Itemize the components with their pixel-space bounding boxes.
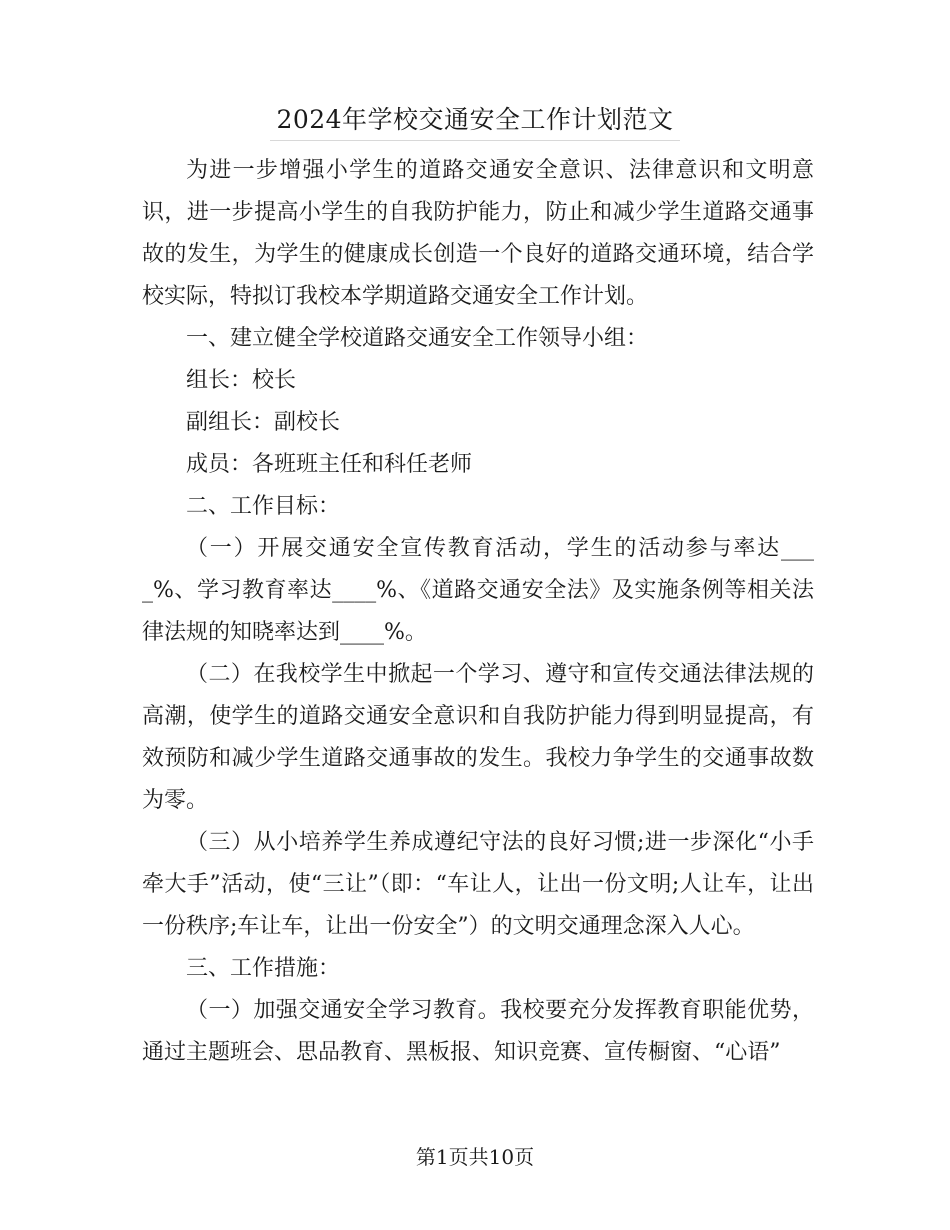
- paragraph-measure-1: （一）加强交通安全学习教育。我校要充分发挥教育职能优势，通过主题班会、思品教育、黑板报、知识竞赛、宣传橱窗、“心语”: [142, 998, 814, 1065]
- paragraph-leader: 组长：校长: [186, 368, 297, 393]
- heading-section-1: 一、建立健全学校道路交通安全工作领导小组：: [186, 326, 649, 351]
- heading-section-3: 三、工作措施：: [186, 956, 341, 981]
- paragraph-intro: 为进一步增强小学生的道路交通安全意识、法律意识和文明意识，进一步提高小学生的自我防护能力，防止和减少学生道路交通事故的发生，为学生的健康成长创造一个良好的道路交通环境，结合学校实际，特拟订我校本学期道路交通安全工作计划。: [142, 158, 814, 309]
- paragraph-deputy-leader: 副组长：副校长: [186, 410, 341, 435]
- paragraph-goal-1: （一）开展交通安全宣传教育活动，学生的活动参与率达____%、学习教育率达____%、《道路交通安全法》及实施条例等相关法律法规的知晓率达到____%。: [142, 536, 814, 645]
- heading-section-2: 二、工作目标：: [186, 494, 341, 519]
- document-body: [142, 150, 814, 1074]
- document-title: [0, 100, 950, 141]
- paragraph-goal-3: （三）从小培养学生养成遵纪守法的良好习惯;进一步深化“小手牵大手”活动，使“三让”（即：“车让人，让出一份文明;人让车，让出一份秩序;车让车，让出一份安全”）的文明交通理念深入人心。: [142, 830, 814, 939]
- paragraph-goal-2: （二）在我校学生中掀起一个学习、遵守和宣传交通法律法规的高潮，使学生的道路交通安全意识和自我防护能力得到明显提高，有效预防和减少学生道路交通事故的发生。我校力争学生的交通事故数为零。: [142, 662, 814, 813]
- document-title-text: 2024年学校交通安全工作计划范文: [270, 100, 679, 141]
- paragraph-members: 成员：各班班主任和科任老师: [186, 452, 473, 477]
- page-footer: 第1页共10页: [415, 1145, 535, 1169]
